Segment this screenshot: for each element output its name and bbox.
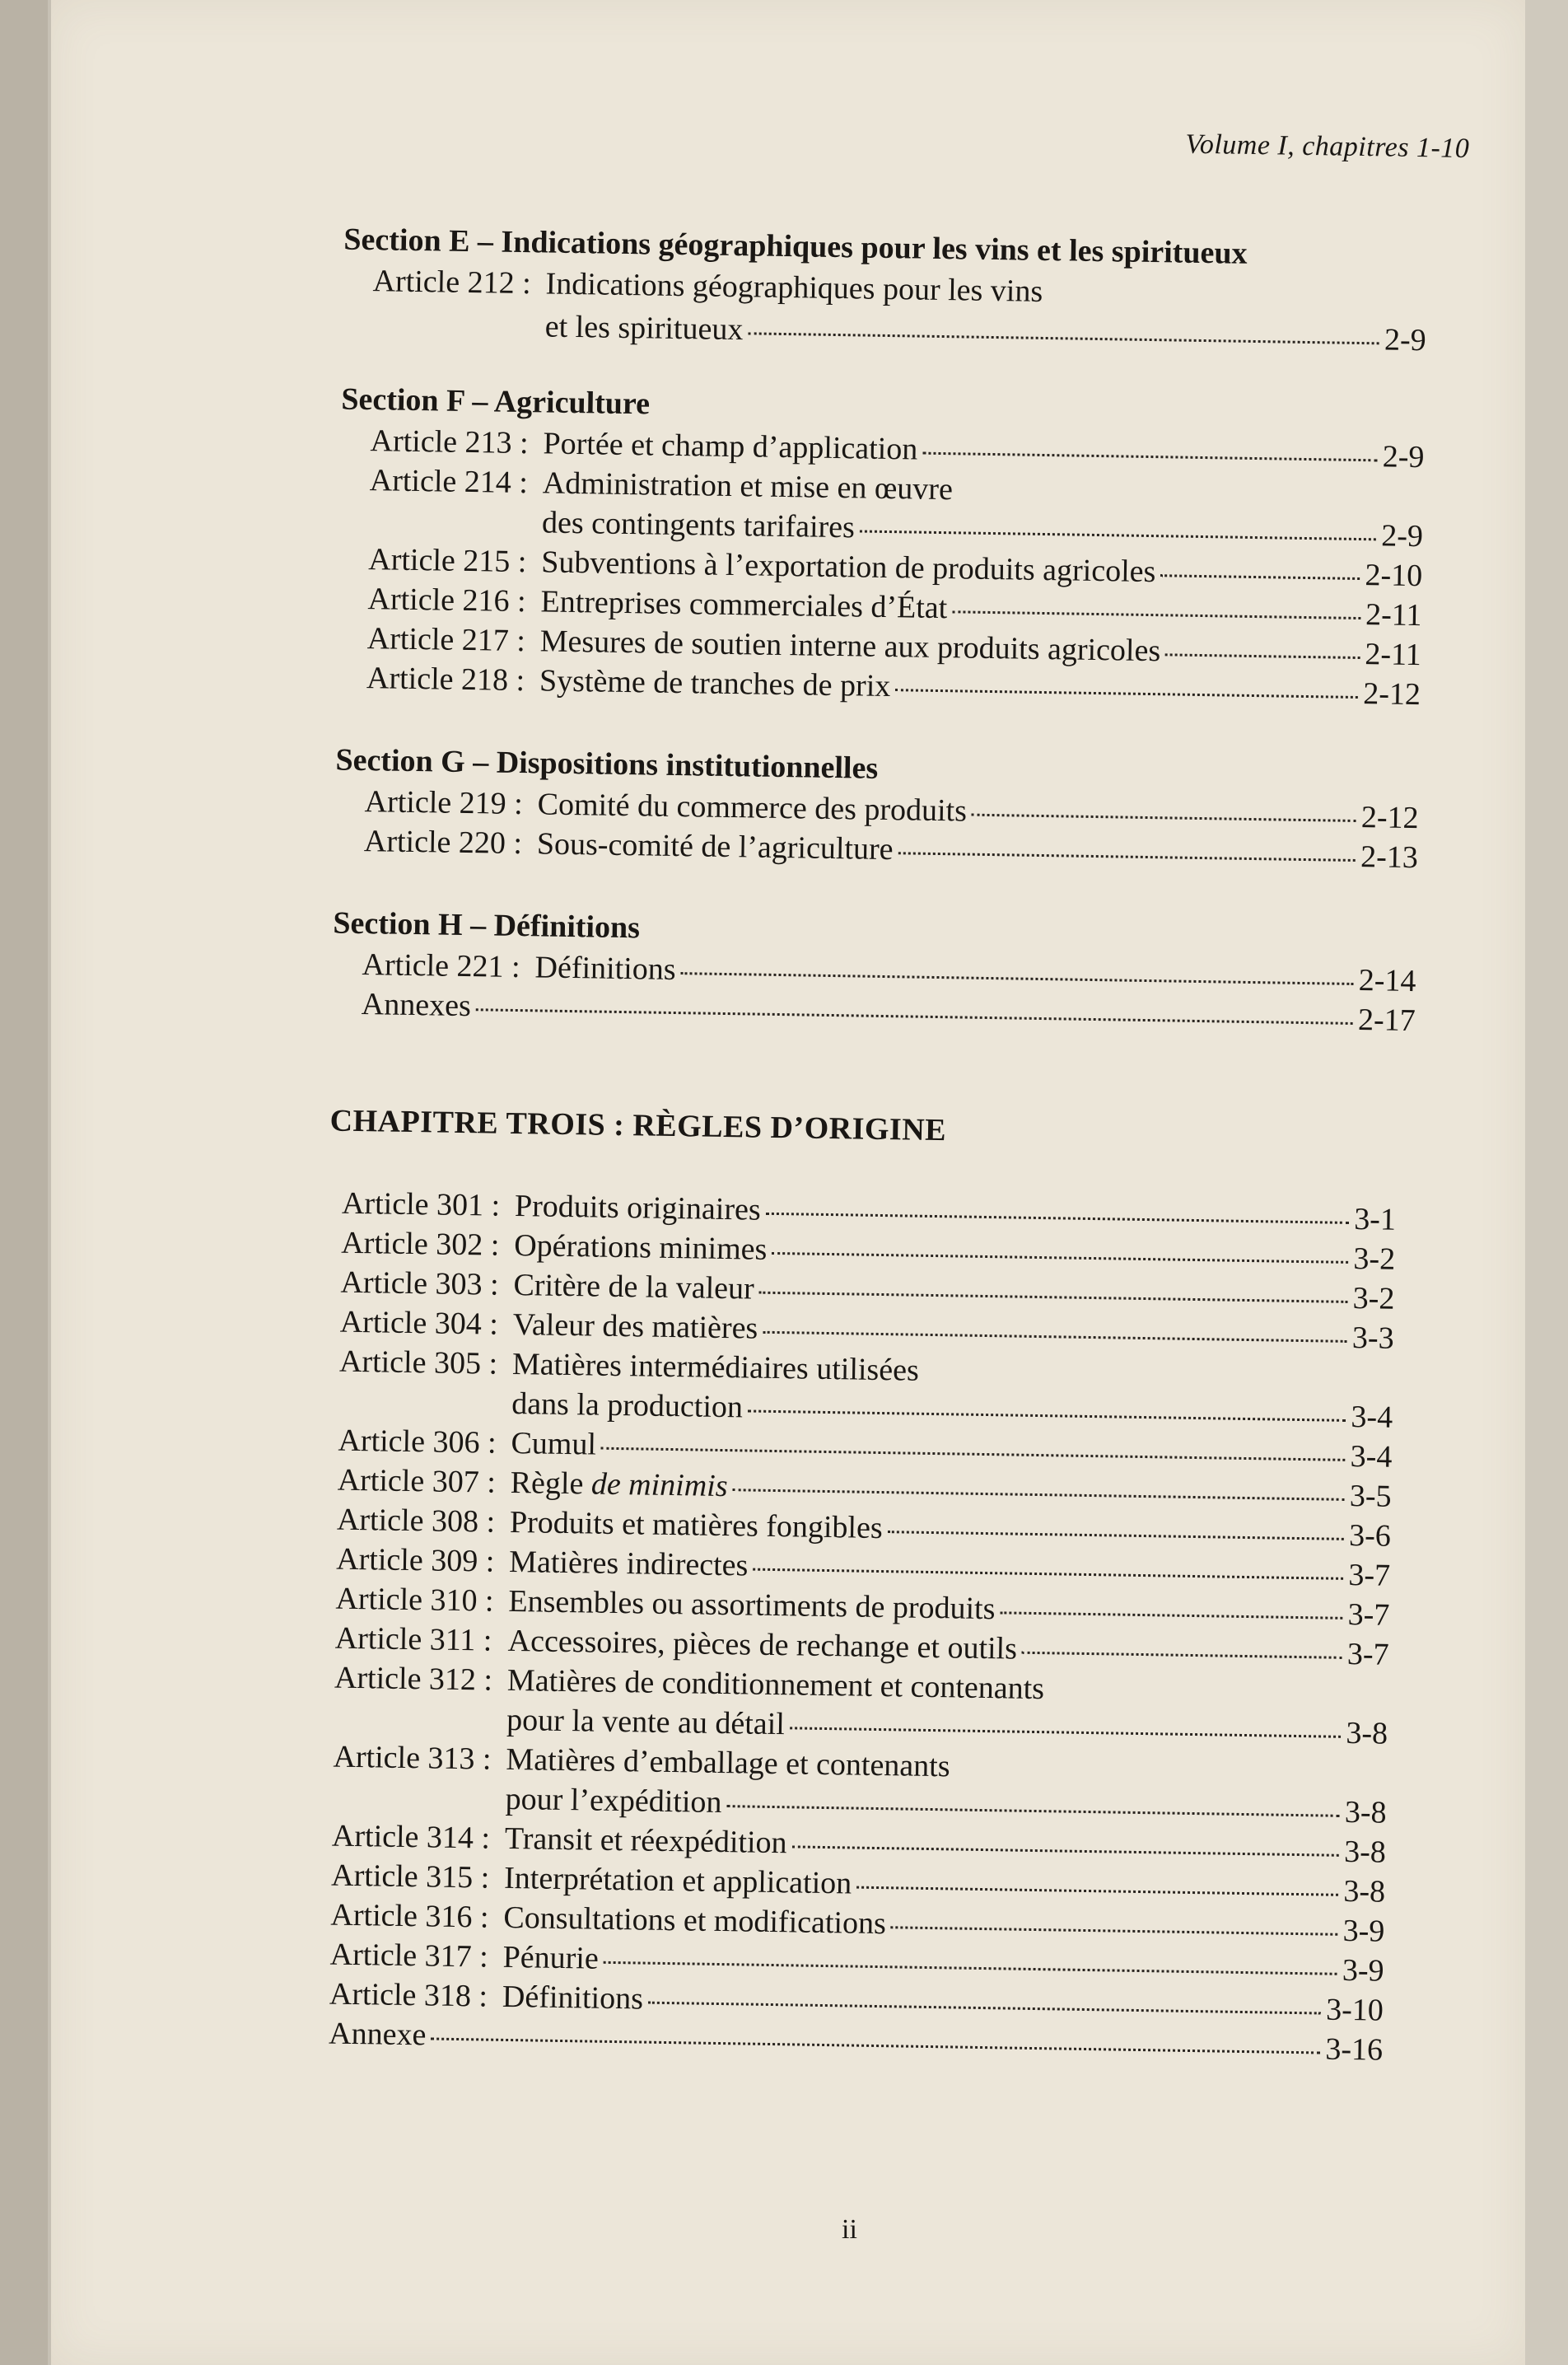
entry-title: Comité du commerce des produits: [537, 787, 968, 829]
entry-page: 3-9: [1342, 1952, 1384, 1989]
entry-title: Matières d’emballage et contenants: [506, 1741, 950, 1784]
dot-leader: [922, 452, 1378, 462]
entry-number: Article 214 :: [369, 463, 529, 501]
entry-page: 2-12: [1360, 800, 1419, 836]
entry-page: 2-17: [1357, 1003, 1416, 1039]
entry-title: Mesures de soutien interne aux produits agricoles: [539, 624, 1161, 669]
page-edge-left: [0, 0, 48, 2365]
entry-number: Article 302 :: [340, 1225, 500, 1263]
dot-leader: [856, 1886, 1338, 1896]
entry-title: Pénurie: [502, 1939, 600, 1976]
entry-title-continued: et les spiritueux: [544, 309, 744, 348]
dot-leader: [1160, 574, 1360, 580]
entry-title: Système de tranches de prix: [539, 663, 891, 704]
entry-title-prefix: Règle: [510, 1465, 592, 1502]
entry-page: 3-4: [1351, 1399, 1393, 1435]
dot-leader: [732, 1489, 1344, 1501]
section-h-title: Section H – Définitions: [333, 905, 641, 946]
dot-leader: [1165, 653, 1360, 659]
entry-title: Définitions: [502, 1979, 644, 2017]
section-f-title: Section F – Agriculture: [341, 381, 651, 422]
entry-page: 3-5: [1349, 1478, 1392, 1514]
dot-leader: [891, 1926, 1338, 1936]
entry-title: Matières de conditionnement et contenants: [506, 1662, 1045, 1707]
entry-title-continued: dans la production: [511, 1386, 744, 1425]
dot-leader: [680, 972, 1353, 985]
entry-title: Interprétation et application: [503, 1860, 852, 1901]
entry-page: 3-8: [1344, 1794, 1387, 1830]
entry-page: 3-8: [1346, 1715, 1388, 1751]
dot-leader: [898, 852, 1356, 862]
entry-title: Indications géographiques pour les vins: [545, 266, 1043, 309]
entry-number: Article 312 :: [334, 1660, 493, 1698]
running-header: Volume I, chapitres 1-10: [1185, 129, 1470, 165]
dot-leader: [431, 2038, 1320, 2054]
entry-number: Article 305 :: [338, 1344, 498, 1381]
entry-number: Article 218 :: [366, 661, 525, 699]
entry-page: 3-7: [1347, 1596, 1390, 1633]
entry-page: 2-13: [1360, 839, 1419, 876]
entry-number: Article 308 :: [336, 1502, 496, 1540]
entry-number: Article 301 :: [341, 1185, 501, 1223]
entry-title: Matières indirectes: [508, 1544, 749, 1583]
dot-leader: [972, 814, 1356, 822]
entry-title: Produits et matières fongibles: [509, 1504, 884, 1546]
entry-page: 3-2: [1352, 1280, 1395, 1316]
entry-number: Article 303 :: [340, 1264, 499, 1302]
dot-leader: [791, 1845, 1339, 1856]
entry-title-italic: de minimis: [590, 1466, 728, 1504]
toc-content: [315, 0, 1470, 2068]
entry-title: Opérations minimes: [513, 1227, 768, 1267]
entry-number: Article 219 :: [364, 784, 524, 822]
document-page: [51, 0, 1525, 2365]
dot-leader: [759, 1292, 1348, 1303]
dot-leader: [790, 1727, 1342, 1738]
entry-number: Article 315 :: [330, 1858, 490, 1895]
entry-title: Ensembles ou assortiments de produits: [508, 1583, 996, 1627]
entry-page: 3-7: [1348, 1557, 1391, 1593]
entry-number: Article 311 :: [334, 1620, 492, 1658]
entry-page: 3-2: [1353, 1241, 1396, 1277]
dot-leader: [952, 610, 1360, 619]
toc-entry-212-cont[interactable]: [371, 306, 1426, 358]
entry-number: Article 316 :: [330, 1897, 489, 1935]
entry-number: Article 307 :: [337, 1462, 497, 1500]
entry-title: Cumul: [511, 1425, 597, 1462]
entry-page: 2-9: [1380, 518, 1424, 554]
entry-page: 2-11: [1365, 637, 1422, 673]
dot-leader: [748, 1409, 1346, 1421]
dot-leader: [766, 1213, 1350, 1224]
entry-page: 3-10: [1325, 1992, 1384, 2028]
entry-number: Article 220 :: [363, 824, 523, 862]
entry-number: Article 310 :: [335, 1581, 494, 1619]
entry-number: Article 314 :: [331, 1818, 491, 1856]
entry-title: Accessoires, pièces de rechange et outils: [507, 1623, 1018, 1666]
entry-page: 3-3: [1351, 1320, 1394, 1356]
entry-title: Entreprises commerciales d’État: [540, 584, 948, 626]
entry-title: Valeur des matières: [512, 1306, 758, 1346]
entry-page: 3-16: [1325, 2031, 1384, 2068]
dot-leader: [601, 1447, 1346, 1461]
entry-title: Sous-comité de l’agriculture: [536, 826, 894, 867]
entry-number: Annexe: [328, 2016, 427, 2053]
dot-leader: [748, 332, 1379, 344]
dot-leader: [476, 1008, 1353, 1025]
entry-title: Transit et réexpédition: [504, 1820, 787, 1861]
entry-page: 2-14: [1358, 963, 1416, 999]
dot-leader: [895, 689, 1358, 699]
entry-page: 2-9: [1384, 322, 1427, 358]
dot-leader: [860, 530, 1376, 540]
entry-page: 3-4: [1350, 1438, 1393, 1475]
dot-leader: [888, 1531, 1345, 1540]
entry-title: Consultations et modifications: [503, 1900, 887, 1942]
dot-leader: [1022, 1652, 1342, 1659]
entry-page: 3-1: [1353, 1202, 1397, 1237]
entry-number: Article 212 :: [372, 264, 532, 301]
entry-title-continued: des contingents tarifaires: [541, 505, 856, 545]
dot-leader: [772, 1252, 1348, 1264]
entry-page: 2-11: [1365, 597, 1422, 633]
dot-leader: [1000, 1611, 1342, 1620]
entry-number: Article 313 :: [333, 1739, 492, 1777]
dot-leader: [726, 1805, 1340, 1817]
entry-number: Article 221 :: [362, 947, 520, 985]
entry-page: 3-9: [1342, 1913, 1385, 1949]
page-edge-right: [1525, 0, 1568, 2365]
entry-title: Administration et mise en œuvre: [542, 465, 954, 507]
entry-title: Produits originaires: [514, 1189, 762, 1227]
entry-number: Article 213 :: [370, 423, 529, 461]
section-g-title: Section G – Dispositions institutionnelles: [335, 742, 879, 786]
entry-title: Définitions: [534, 950, 676, 988]
dot-leader: [763, 1331, 1347, 1343]
section-e-title: Section E – Indications géographiques pour les vins et les spiritueux: [343, 222, 1248, 271]
entry-page: 2-10: [1365, 558, 1423, 594]
entry-page: 3-8: [1343, 1873, 1386, 1909]
entry-number: Article 215 :: [368, 542, 527, 580]
dot-leader: [753, 1568, 1343, 1580]
entry-number: Article 306 :: [338, 1423, 497, 1461]
chapter-title: CHAPITRE TROIS : RÈGLES D’ORIGINE: [329, 1103, 947, 1148]
entry-page: 3-7: [1346, 1636, 1389, 1672]
entry-number: Article 217 :: [366, 621, 526, 659]
entry-page: 3-8: [1343, 1834, 1387, 1870]
dot-leader: [648, 2002, 1321, 2015]
entry-title-continued: pour l’expédition: [505, 1781, 722, 1820]
entry-number: Annexes: [361, 987, 472, 1024]
entry-page: 2-9: [1382, 439, 1425, 475]
entry-title-continued: pour la vente au détail: [506, 1702, 786, 1742]
page-number: ii: [842, 2214, 857, 2245]
entry-page: 3-6: [1348, 1517, 1392, 1554]
dot-leader: [604, 1961, 1337, 1975]
entry-title: Critère de la valeur: [513, 1267, 755, 1306]
entry-number: Article 318 :: [329, 1976, 488, 2014]
entry-title: Subventions à l’exportation de produits agricoles: [540, 545, 1156, 590]
entry-number: Article 216 :: [367, 582, 526, 619]
entry-number: Article 304 :: [339, 1304, 499, 1342]
entry-title: Matières intermédiaires utilisées: [511, 1346, 920, 1388]
entry-number: Article 309 :: [335, 1541, 495, 1579]
entry-page: 2-12: [1362, 676, 1421, 713]
entry-number: Article 317 :: [329, 1937, 489, 1975]
entry-title: [510, 1465, 728, 1504]
entry-title: Portée et champ d’application: [543, 426, 918, 467]
